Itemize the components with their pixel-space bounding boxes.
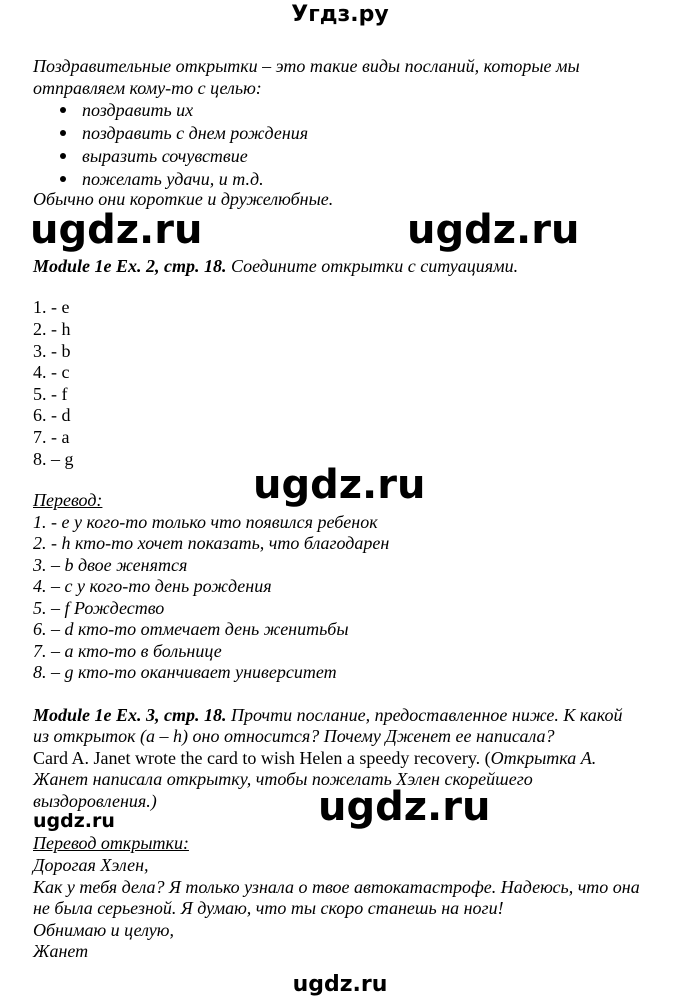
ex3-answer-plain: Card A. Janet wrote the card to wish Helen a speedy recovery. ( <box>33 748 491 768</box>
translation-item: 8. – g кто-то оканчивает университет <box>33 662 337 682</box>
translation-item: 5. – f Рождество <box>33 598 165 618</box>
intro-closing: Обычно они короткие и дружелюбные. <box>33 189 334 209</box>
footer-watermark: ugdz.ru <box>292 972 388 997</box>
letter-line: Как у тебя дела? Я только узнала о твое автокатастрофе. Надеюсь, что она <box>33 877 640 897</box>
ex2-heading-line <box>33 255 518 277</box>
bullet-item-3: выразить сочувствие <box>82 146 248 166</box>
translation-item: 7. – a кто-то в больнице <box>33 641 222 661</box>
answer-item: 5. - f <box>33 384 68 404</box>
bullet-dot <box>60 107 66 113</box>
bullet-item-2: поздравить с днем рождения <box>82 123 309 143</box>
watermark: ugdz.ru <box>407 207 580 253</box>
bullet-dot <box>60 130 66 136</box>
answer-item: 8. – g <box>33 449 74 469</box>
letter-line: Обнимаю и целую, <box>33 920 174 940</box>
answer-item: 6. - d <box>33 405 71 425</box>
ex3-answer-line-3: выздоровления.) <box>33 791 157 811</box>
intro-line-1: Поздравительные открытки – это такие виды посланий, которые мы <box>33 56 580 76</box>
translation-item: 2. - h кто-то хочет показать, что благодарен <box>33 533 390 553</box>
translation-item: 4. – c у кого-то день рождения <box>33 576 272 596</box>
watermark: ugdz.ru <box>318 784 491 830</box>
ex3-heading-line <box>33 704 622 726</box>
ex3-heading: Module 1e Ex. 3, стр. 18. <box>33 705 227 725</box>
watermark: ugdz.ru <box>30 207 203 253</box>
site-title: Угдз.ру <box>291 2 389 27</box>
translation-item: 6. – d кто-то отмечает день женитьбы <box>33 619 349 639</box>
watermark: ugdz.ru <box>253 462 426 508</box>
answer-item: 2. - h <box>33 319 71 339</box>
letter-title: Перевод открытки: <box>33 833 189 853</box>
letter-line: Дорогая Хэлен, <box>33 855 149 875</box>
ex2-task: Соедините открытки с ситуациями. <box>231 256 519 276</box>
bullet-item-1: поздравить их <box>82 100 194 120</box>
ex3-answer-italic: Открытка А. <box>490 748 597 768</box>
ex3-task-1: Прочти послание, предоставленное ниже. К какой <box>231 705 623 725</box>
translation-title: Перевод: <box>33 490 103 510</box>
watermark-small: ugdz.ru <box>33 810 115 832</box>
letter-line: не была серьезной. Я думаю, что ты скоро станешь на ноги! <box>33 898 504 918</box>
answer-item: 7. - a <box>33 427 70 447</box>
letter-line: Жанет <box>33 941 89 961</box>
translation-item: 3. – b двое женятся <box>33 555 188 575</box>
ex3-answer-line-1 <box>33 747 596 769</box>
bullet-dot <box>60 176 66 182</box>
answer-item: 3. - b <box>33 341 71 361</box>
ex2-heading: Module 1e Ex. 2, стр. 18. <box>33 256 227 276</box>
bullet-dot <box>60 153 66 159</box>
intro-line-2: отправляем кому-то с целью: <box>33 78 262 98</box>
ex3-answer-line-2: Жанет написала открытку, чтобы пожелать Хэлен скорейшего <box>33 769 533 789</box>
bullet-item-4: пожелать удачи, и т.д. <box>82 169 264 189</box>
translation-item: 1. - e у кого-то только что появился ребенок <box>33 512 378 532</box>
answer-item: 4. - c <box>33 362 70 382</box>
ex3-task-2: из открыток (a – h) оно относится? Почему Дженет ее написала? <box>33 726 555 746</box>
answer-item: 1. - e <box>33 297 70 317</box>
